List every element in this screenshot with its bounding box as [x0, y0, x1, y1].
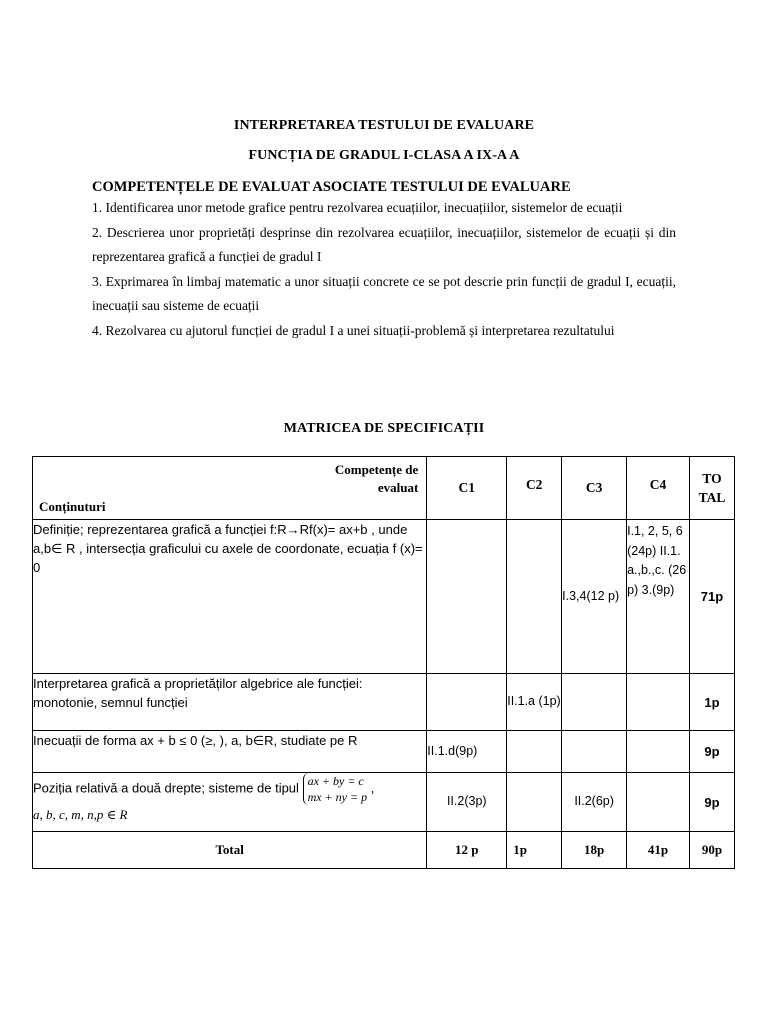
- system-params: a, b, c, m, n,p ∈ R: [33, 807, 128, 822]
- table-row: [33, 674, 735, 731]
- table-header-row: [33, 457, 735, 520]
- competence-item: 2. Descrierea unor proprietăți desprinse din rezolvarea ecuațiilor, inecuațiilor, sistemelor de ecuații și din reprezentarea grafică a funcției de gradul I: [92, 224, 676, 264]
- table-row: [33, 773, 735, 832]
- total-total: 90p: [690, 832, 735, 869]
- row-content: Inecuații de forma ax + b ≤ 0 (≥, ), a, b∈R, studiate pe R: [33, 731, 427, 773]
- header-c1: C1: [427, 457, 507, 520]
- matrix-title: MATRICEA DE SPECIFICAȚII: [283, 421, 485, 436]
- header-c2: C2: [507, 457, 562, 520]
- header-continuturi: Conținuturi: [39, 499, 106, 514]
- row-c4: I.1, 2, 5, 6 (24p) II.1.a.,b.,c. (26p) 3.(9p): [627, 520, 690, 674]
- row-c2: [507, 731, 562, 773]
- row-total: 9p: [690, 773, 735, 832]
- row-c4: [627, 731, 690, 773]
- row-c1: [427, 520, 507, 674]
- row-c3: II.2(6p): [562, 773, 627, 832]
- document-subtitle: FUNCȚIA DE GRADUL I-CLASA A IX-A A: [248, 148, 520, 163]
- total-c4: 41p: [627, 832, 690, 869]
- header-c3: C3: [562, 457, 627, 520]
- total-c3: 18p: [562, 832, 627, 869]
- row-c2: II.1.a (1p): [507, 674, 562, 731]
- table-total-row: [33, 832, 735, 869]
- row-c1: II.2(3p): [427, 773, 507, 832]
- table-row: [33, 520, 735, 674]
- row-total: 1p: [690, 674, 735, 731]
- section-title: COMPETENȚELE DE EVALUAT ASOCIATE TESTULUI DE EVALUARE: [92, 179, 571, 195]
- competence-item: 4. Rezolvarea cu ajutorul funcției de gradul I a unei situații-problemă și interpretarea rezultatului: [92, 322, 615, 338]
- header-total: TO TAL: [690, 457, 735, 520]
- row-c3: [562, 674, 627, 731]
- row-total: 71p: [690, 520, 735, 674]
- document-title: INTERPRETAREA TESTULUI DE EVALUARE: [233, 118, 535, 133]
- total-c1: 12 p: [427, 832, 507, 869]
- row-content: Definiție; reprezentarea grafică a funcției f:R→Rf(x)= ax+b , unde a,b∈ R , intersecția graficului cu axele de coordonate, ecuația f (x)= 0: [33, 520, 427, 674]
- header-competente: Competențe de evaluat: [334, 462, 419, 495]
- total-label: Total: [33, 832, 427, 869]
- row-c2: [507, 773, 562, 832]
- row-total: 9p: [690, 731, 735, 773]
- row-c3: I.3,4(12 p): [562, 520, 627, 674]
- header-corner-cell: [33, 457, 427, 520]
- row-c3: [562, 731, 627, 773]
- row-content: [33, 773, 427, 832]
- system-line: Poziția relativă a două drepte; sisteme de tipul ax + by = c mx + ny = p ,: [33, 774, 375, 804]
- row-c1: [427, 674, 507, 731]
- competence-list: [92, 196, 676, 343]
- header-c4: C4: [627, 457, 690, 520]
- row-c4: [627, 674, 690, 731]
- row-c1: II.1.d(9p): [427, 731, 507, 773]
- equation-system: ax + by = c mx + ny = p: [303, 773, 368, 805]
- row-content: Interpretarea grafică a proprietăților algebrice ale funcției: monotonie, semnul funcției: [33, 674, 427, 731]
- row-c4: [627, 773, 690, 832]
- table-row: [33, 731, 735, 773]
- competence-item: 3. Exprimarea în limbaj matematic a unor situații concrete ce se pot descrie prin funcții de gradul I, ecuații, inecuații sau sisteme de ecuații: [92, 273, 676, 313]
- row-c2: [507, 520, 562, 674]
- competence-item: 1. Identificarea unor metode grafice pentru rezolvarea ecuațiilor, inecuațiilor, sistemelor de ecuații: [92, 200, 623, 215]
- total-c2: 1p: [507, 832, 562, 869]
- specification-matrix: [32, 456, 735, 869]
